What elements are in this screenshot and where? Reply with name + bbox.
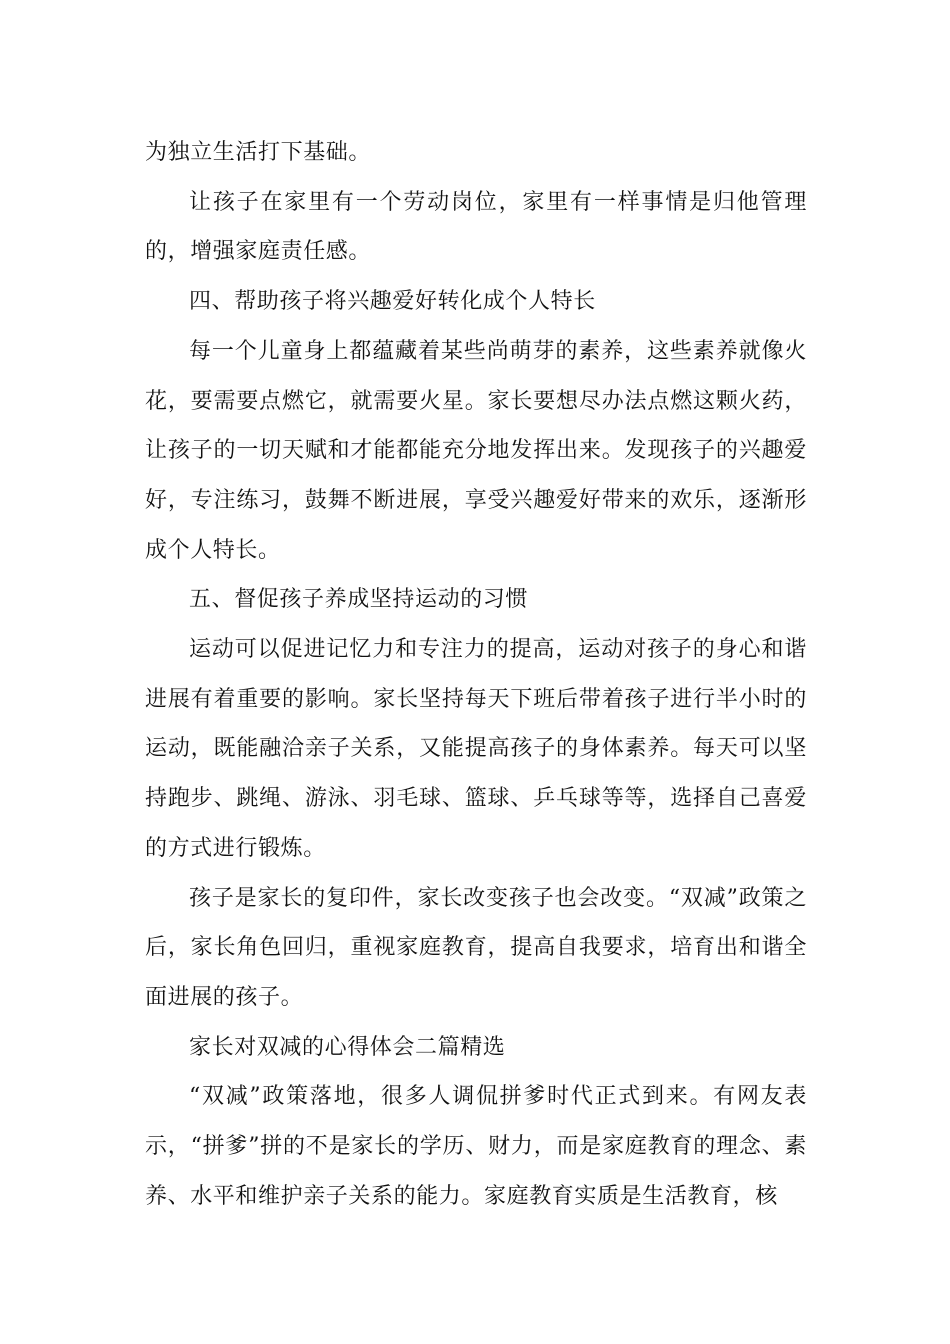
paragraph-article-intro: “双减”政策落地，很多人调侃拼爹时代正式到来。有网友表示，“拼爹”拼的不是家长的学历、财力，而是家庭教育的理念、素养、水平和维护亲子关系的能力。家庭教育实质是生活教育，核	[145, 1084, 807, 1209]
paragraph-interests: 每一个儿童身上都蕴藏着某些尚萌芽的素养，这些素养就像火花，要需要点燃它，就需要火星。家长要想尽办法点燃这颗火药，让孩子的一切天赋和才能都能充分地发挥出来。发现孩子的兴趣爱好，专注练习，鼓舞不断进展，享受兴趣爱好带来的欢乐，逐渐形成个人特长。	[145, 338, 807, 563]
paragraph-conclusion: 孩子是家长的复印件，家长改变孩子也会改变。“双减”政策之后，家长角色回归，重视家庭教育，提高自我要求，培育出和谐全面进展的孩子。	[145, 885, 807, 1010]
section-heading-5: 五、督促孩子养成坚持运动的习惯	[189, 587, 529, 613]
article-title: 家长对双减的心得体会二篇精选	[189, 1034, 506, 1060]
paragraph-continuation: 为独立生活打下基础。	[145, 140, 372, 165]
paragraph-labor-post: 让孩子在家里有一个劳动岗位，家里有一样事情是归他管理的，增强家庭责任感。	[145, 189, 807, 265]
paragraph-exercise: 运动可以促进记忆力和专注力的提高，运动对孩子的身心和谐进展有着重要的影响。家长坚持每天下班后带着孩子进行半小时的运动，既能融洽亲子关系，又能提高孩子的身体素养。每天可以坚持跑步、跳绳、游泳、羽毛球、篮球、乒乓球等等，选择自己喜爱的方式进行锻炼。	[145, 637, 807, 861]
document-body	[145, 128, 807, 1221]
section-heading-4: 四、帮助孩子将兴趣爱好转化成个人特长	[189, 289, 596, 315]
